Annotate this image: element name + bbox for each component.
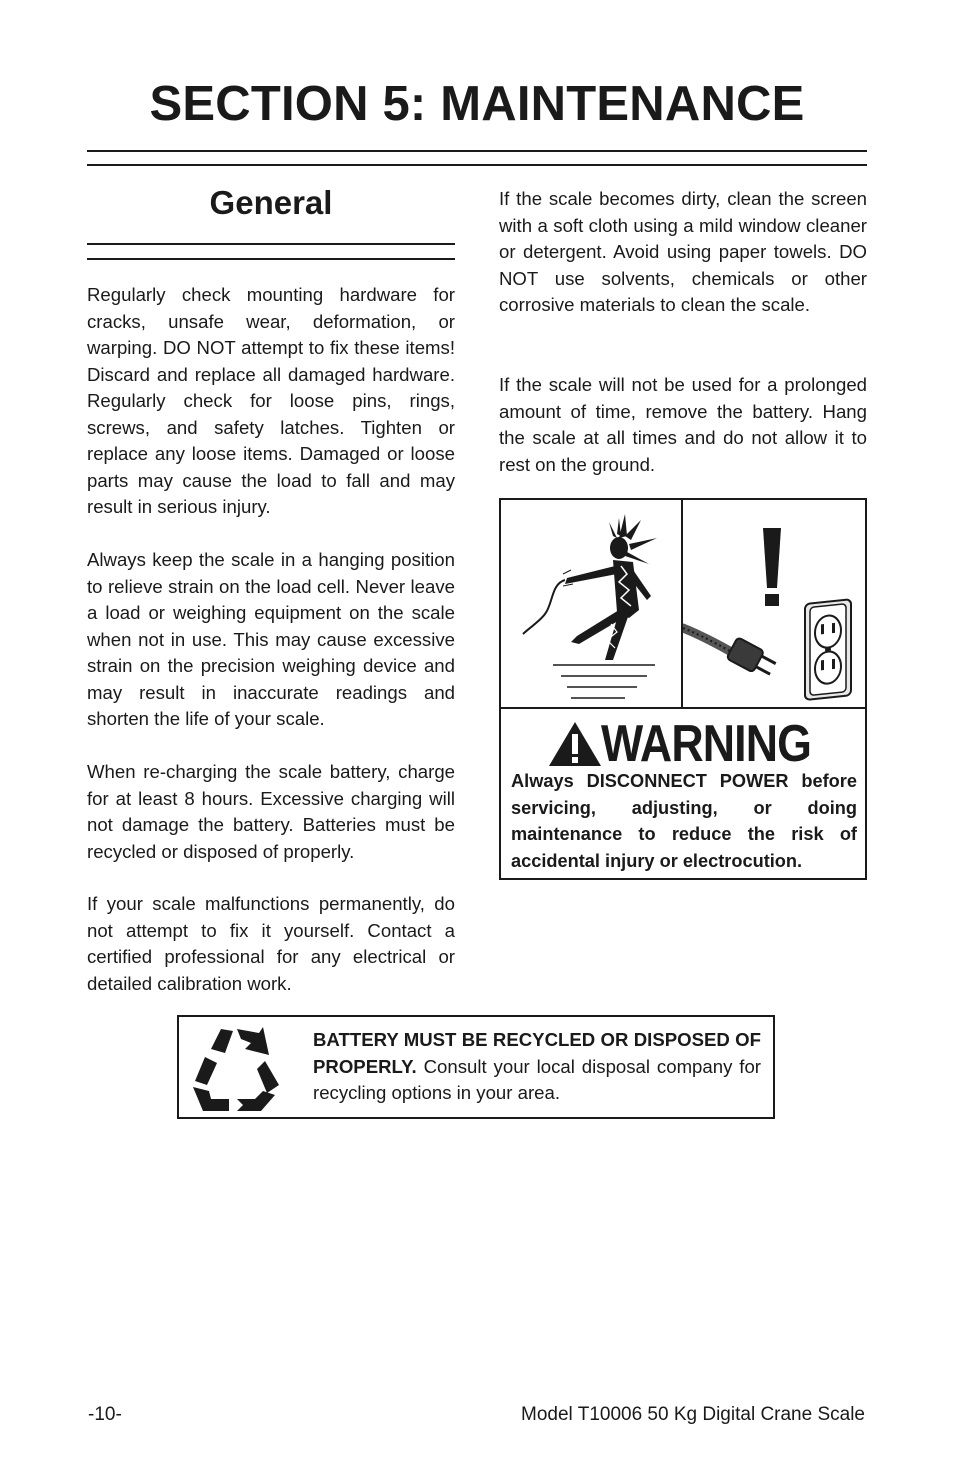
maintenance-paragraph-4: If your scale malfunctions permanently, do not attempt to fix it yourself. Contact a certified professional for any electrical or detailed calibration work. <box>87 893 455 994</box>
maintenance-paragraph-1: Regularly check mounting hardware for cracks, unsafe wear, deformation, or warping. DO NOT attempt to fix these items! Discard and replace all damaged hardware. Regularly check for loose pins, rings, screws, and safety latches. Tighten or replace any loose items. Damaged or loose parts may cause the load to fall and may result in serious injury. <box>87 284 455 517</box>
maintenance-paragraph-2: Always keep the scale in a hanging position to relieve strain on the load cell. Never leave a load or weighing equipment on the scale when not in use. This may cause excessive strain on the precision weighing device and may result in inaccurate readings and shorten the life of your scale. <box>87 549 455 729</box>
subsection-rule-top <box>87 243 455 245</box>
warning-word: WARNING <box>601 715 812 773</box>
warning-text: Always DISCONNECT POWER before servicing, adjusting, or doing maintenance to reduce the risk of accidental injury or electrocution. <box>511 771 857 871</box>
recycle-notice-body: Consult your local disposal company for recycling options in your area. <box>313 1055 761 1103</box>
warning-triangle-icon <box>547 720 603 768</box>
subsection-title: General <box>209 184 333 221</box>
title-rule-bottom <box>87 164 867 166</box>
plug-outlet-icon <box>683 500 865 707</box>
title-rule-top <box>87 150 867 152</box>
maintenance-paragraph-3: When re-charging the scale battery, charge for at least 8 hours. Excessive charging will not damage the battery. Batteries must be recycled or disposed of properly. <box>87 761 455 862</box>
section-title: SECTION 5: MAINTENANCE <box>149 77 805 131</box>
recycle-icon <box>191 1025 281 1111</box>
cleaning-paragraph: If the scale becomes dirty, clean the screen with a soft cloth using a mild window cleaner or detergent. Avoid using paper towels. DO NOT use solvents, chemicals or other corrosive materials to clean the scale. <box>499 188 867 315</box>
warning-box <box>499 498 867 880</box>
recycle-notice-box <box>177 1015 775 1119</box>
recycle-notice-text <box>313 1027 761 1107</box>
electrocution-figure-icon <box>501 500 683 707</box>
footer-model: Model T10006 50 Kg Digital Crane Scale <box>521 1404 865 1425</box>
page-number: -10- <box>88 1404 122 1425</box>
recycle-notice-bold: BATTERY MUST BE RECYCLED OR DISPOSED OF PROPERLY. <box>313 1029 761 1077</box>
warning-divider <box>501 707 865 709</box>
exclamation-icon <box>763 528 781 606</box>
subsection-rule-bottom <box>87 258 455 260</box>
storage-paragraph: If the scale will not be used for a prolonged amount of time, remove the battery. Hang the scale at all times and do not allow it to rest on the ground. <box>499 374 867 475</box>
